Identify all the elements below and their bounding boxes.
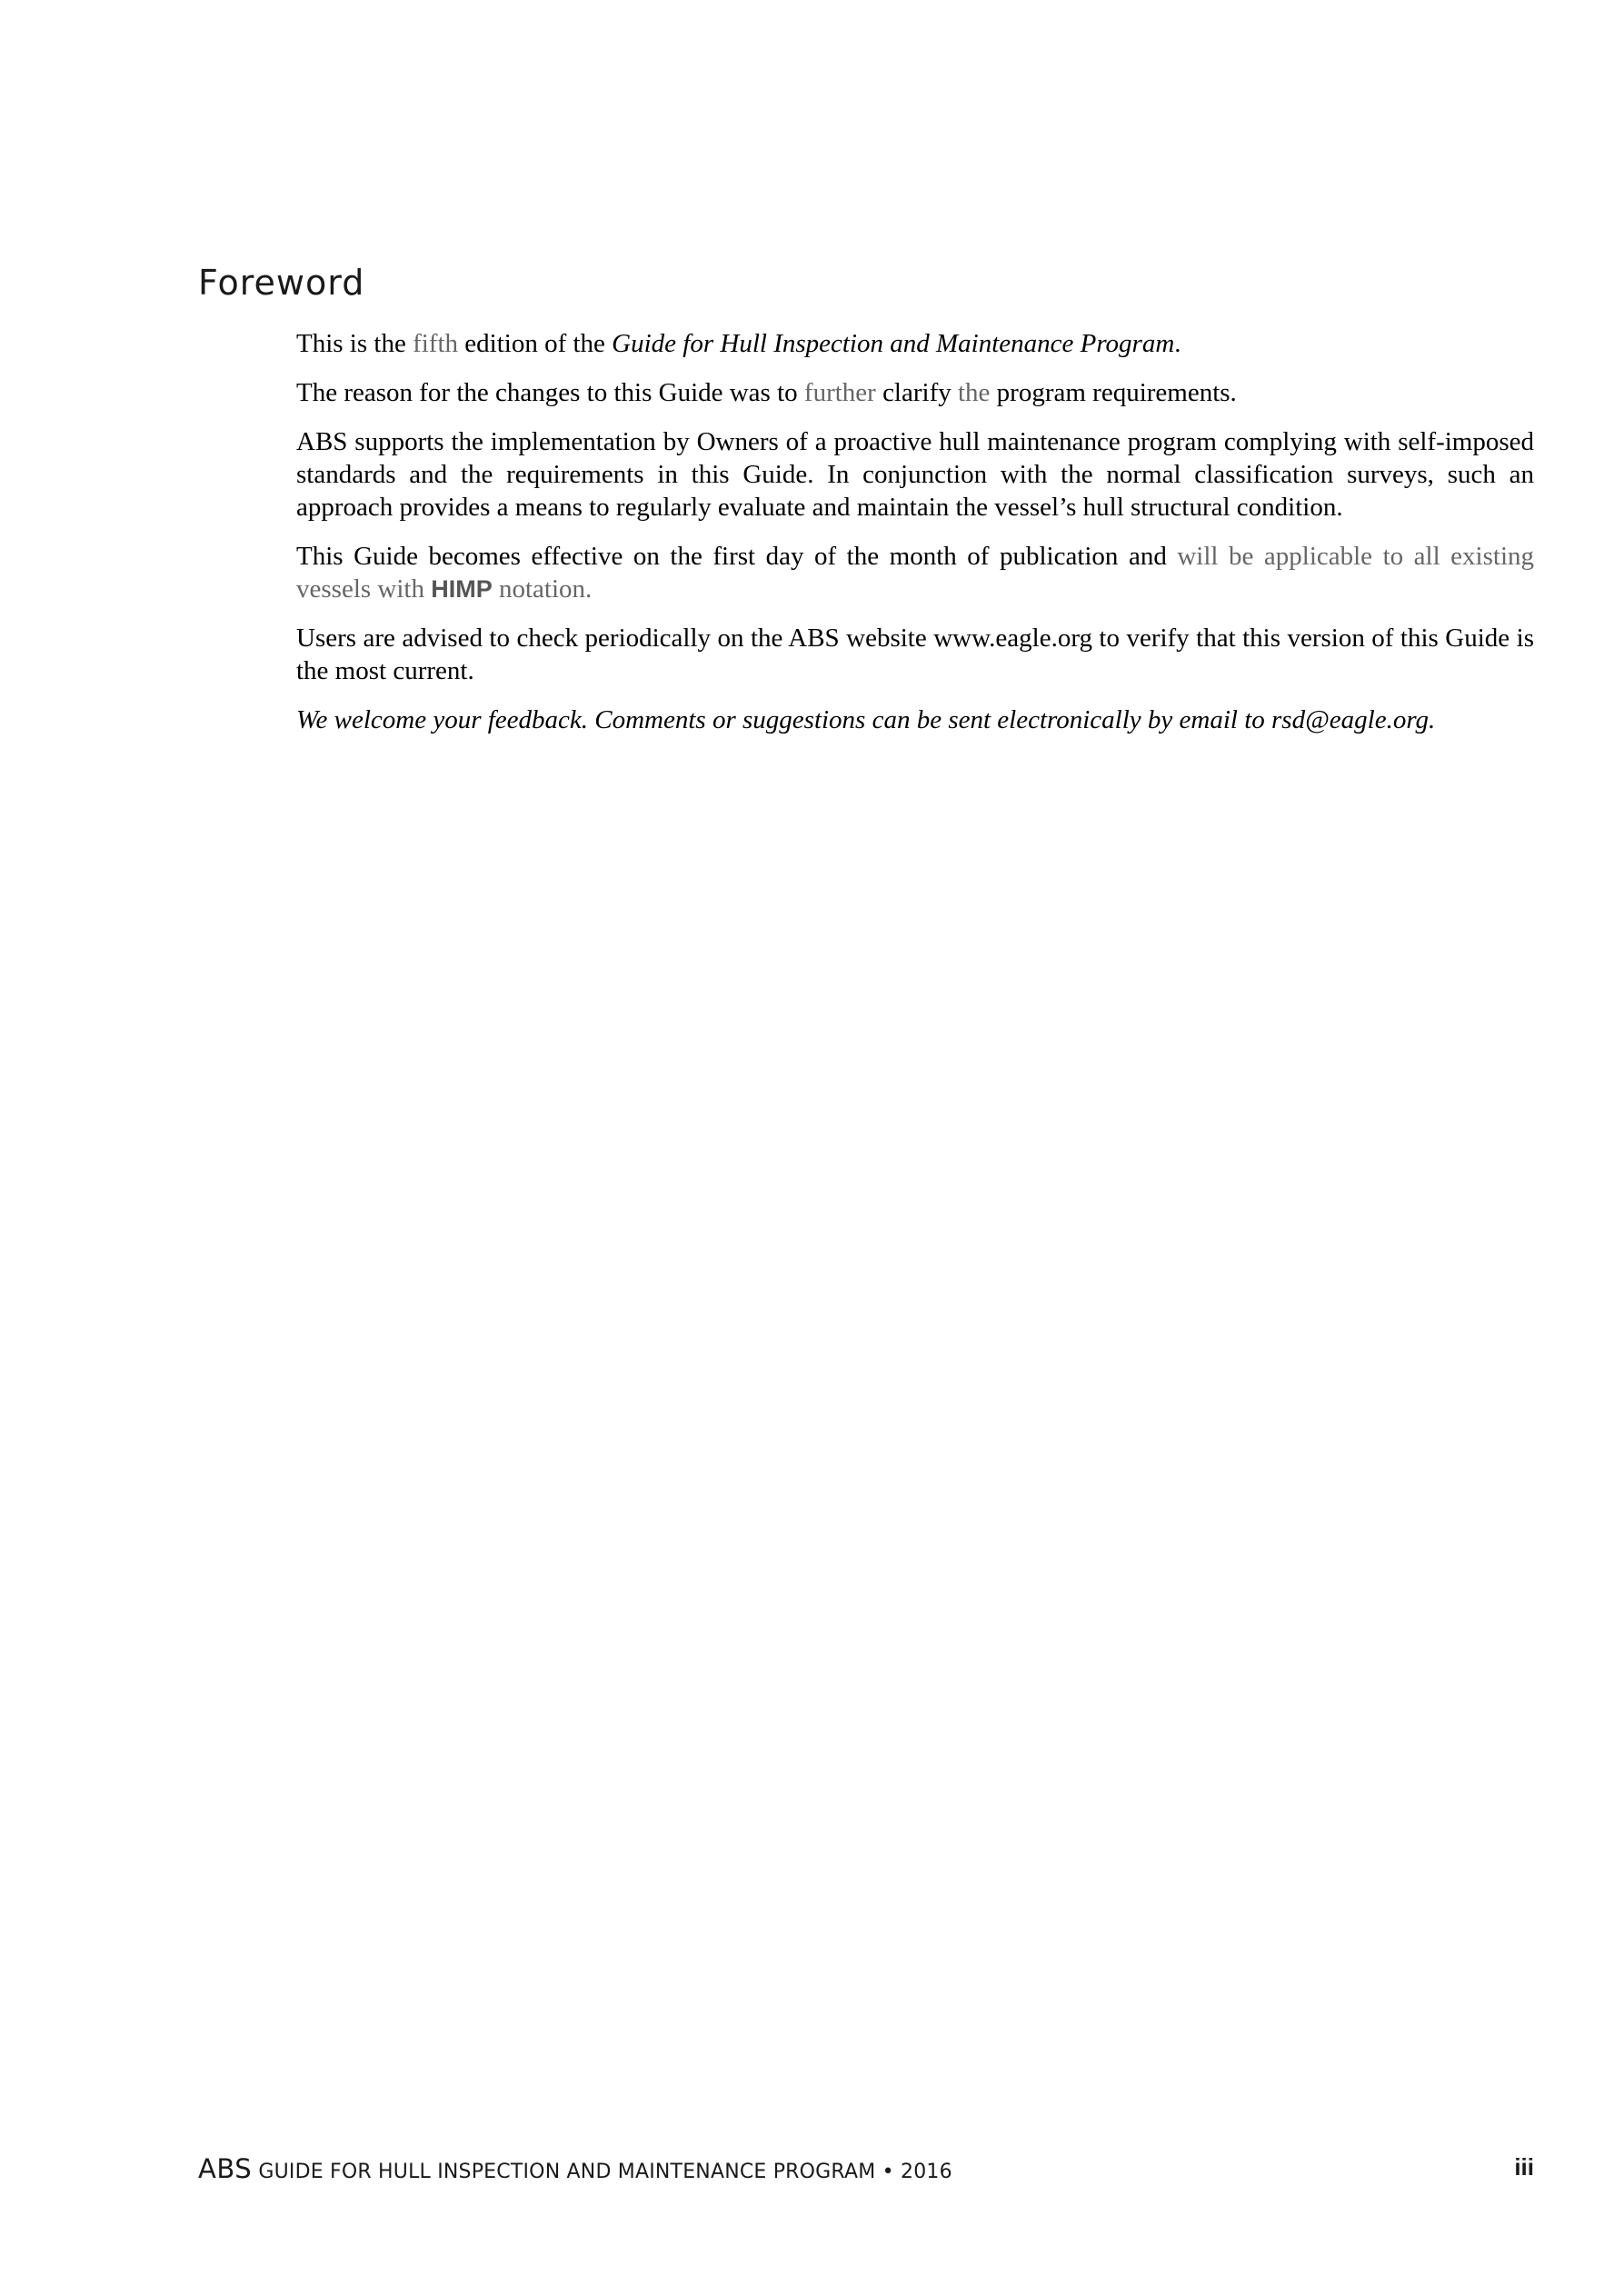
- text-run: .: [1174, 329, 1181, 358]
- guide-title: Guide for Hull Inspection and Maintenance Program: [612, 329, 1175, 358]
- paragraph-edition: [296, 327, 1534, 360]
- revised-text: notation.: [492, 574, 593, 604]
- footer-title: GUIDE FOR HULL INSPECTION AND MAINTENANCE PROGRAM • 2016: [252, 2161, 952, 2183]
- revised-text: will be applicable to all existing vessels with: [296, 542, 1535, 604]
- himp-notation: HIMP: [431, 575, 493, 603]
- text-run: This Guide becomes effective on the first day of the month of publication and: [296, 542, 1178, 571]
- feedback-text: We welcome your feedback. Comments or suggestions can be sent electronically by email to rsd@eagle.org.: [296, 705, 1436, 734]
- paragraph-effective: [296, 540, 1534, 605]
- revised-text: the: [957, 378, 991, 407]
- paragraph-users: Users are advised to check periodically on the ABS website www.eagle.org to verify that this version of this Guide is the most current.: [296, 624, 1534, 685]
- paragraph-feedback: [296, 704, 1534, 736]
- text-run: edition of the: [458, 329, 613, 358]
- foreword-body: [296, 327, 1534, 753]
- footer-brand: ABS: [198, 2153, 253, 2184]
- revised-text: fifth: [413, 329, 459, 358]
- text-run: program requirements.: [990, 378, 1237, 407]
- text-run: This is the: [296, 329, 413, 358]
- revised-text: further: [803, 378, 876, 407]
- text-run: clarify: [875, 378, 958, 407]
- page-number: iii: [1514, 2153, 1534, 2181]
- page-footer: [198, 2153, 1534, 2186]
- text-run: The reason for the changes to this Guide was to: [296, 378, 804, 407]
- page-heading: Foreword: [198, 263, 365, 303]
- paragraph-support: ABS supports the implementation by Owners of a proactive hull maintenance program complying with self-imposed standards and the requirements in this Guide. In conjunction with the normal classification surveys, such an approach provides a means to regularly evaluate and maintain the vessel’s hull structural condition.: [296, 427, 1534, 522]
- footer-left: [198, 2153, 952, 2184]
- paragraph-reason: [296, 376, 1534, 409]
